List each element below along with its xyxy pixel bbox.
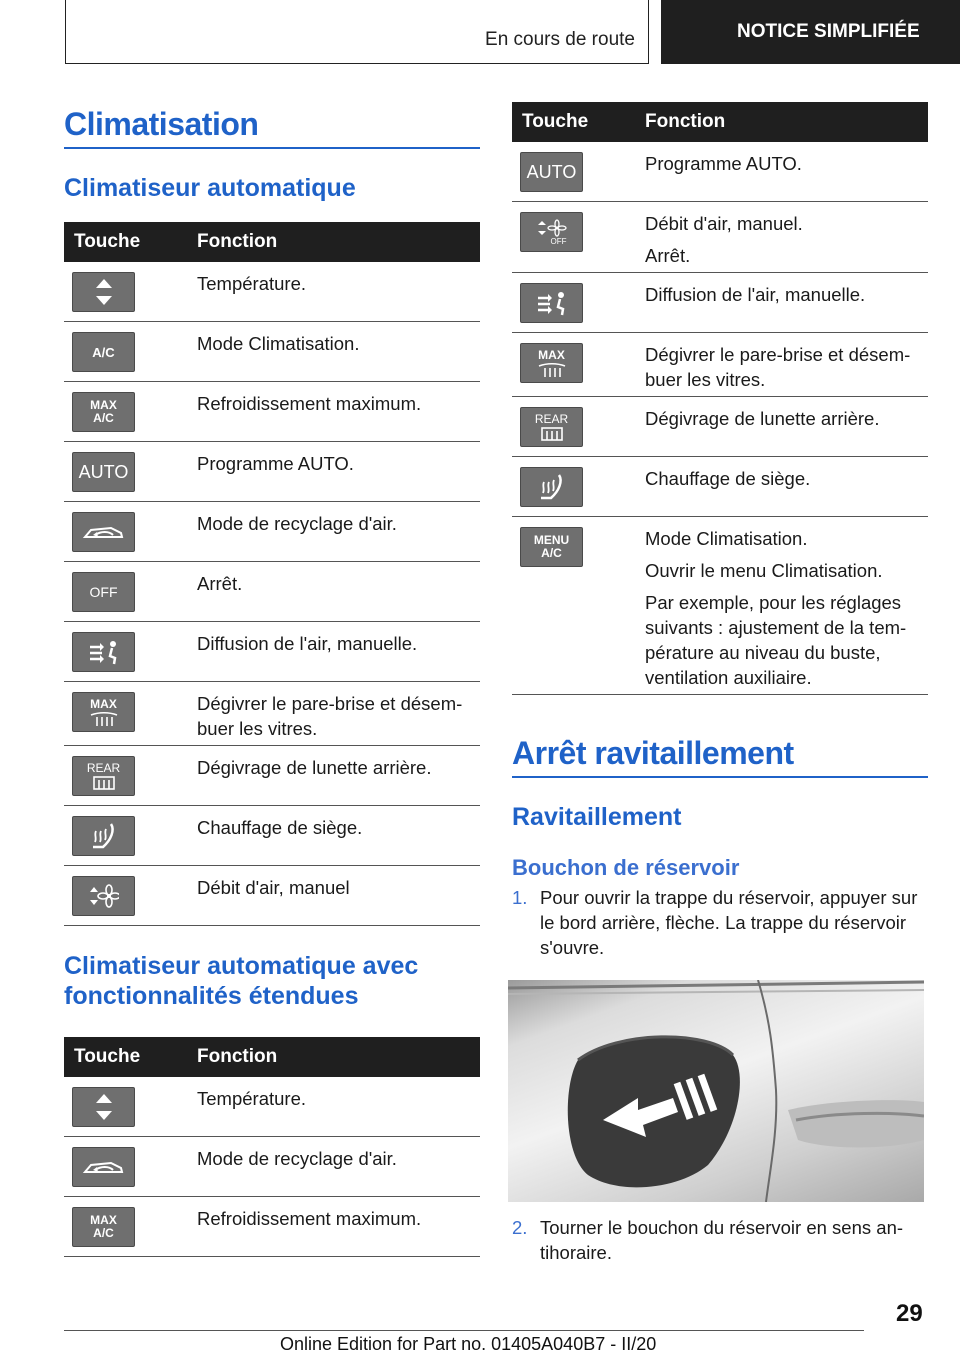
off-icon: OFF [72,572,135,612]
table-row [64,746,480,806]
auto-icon: AUTO [520,152,583,192]
table-row [512,273,928,333]
fuel-flap-photo [508,980,924,1202]
table-row [512,202,928,273]
col-header-function: Fonction [197,231,278,252]
header-badge [661,0,960,64]
row-function: Température. [197,1088,306,1109]
ac-icon: A/C [72,332,135,372]
col-header-function: Fonction [645,111,726,132]
header-section-box [65,0,649,64]
row-function: Programme AUTO. [645,153,802,174]
table-row [64,1137,480,1197]
rear-defrost-icon: REAR [520,407,583,447]
table-row [64,806,480,866]
header-badge-label: NOTICE SIMPLIFIÉE [737,21,920,42]
air-distribution-icon [520,283,583,323]
table-auto-ac [64,222,480,926]
table-extended-ac [64,1037,480,1257]
row-function: Refroidissement maximum. [197,393,422,414]
row-function: Dégivrage de lunette arrière. [645,408,880,429]
section-title-auto-ac: Climatiseur automatique [64,174,356,202]
table-row [512,142,928,202]
table-header [512,102,928,142]
page-title: Climatisation [64,106,259,142]
row-function: Diffusion de l'air, manuelle. [197,633,418,654]
table-row [512,457,928,517]
table-row [64,562,480,622]
fan-icon [72,876,135,916]
menu-ac-icon: MENU A/C [520,527,583,567]
auto-icon: AUTO [72,452,135,492]
footer-edition: Online Edition for Part no. 01405A040B7 - II/20 [280,1334,657,1354]
air-distribution-icon [72,632,135,672]
table-row [64,382,480,442]
list-item: 1. Pour ouvrir la trappe du réservoir, appuyer sur le bord arrière, flèche. La trappe du réservoir s'ouvre. [512,887,918,958]
row-function: Débit d'air, manuel [197,877,350,898]
col-header-key: Touche [522,111,589,132]
section-title-refuel-stop: Arrêt ravitaillement [512,735,794,771]
table-header [64,222,480,262]
row-function: Dégivrage de lunette arrière. [197,757,432,778]
row-function: Refroidissement maximum. [197,1208,422,1229]
max-defrost-icon: MAX [72,692,135,732]
table-header [64,1037,480,1077]
row-function: Chauffage de siège. [197,817,363,838]
row-function: Mode de recyclage d'air. [197,513,397,534]
left-column [64,102,480,1257]
recirculation-icon [72,1147,135,1187]
seat-heating-icon [520,467,583,507]
table-row [64,682,480,746]
table-row [512,517,928,695]
right-column [512,102,928,1265]
page-number: 29 [896,1300,923,1327]
max-ac-icon: MAX A/C [72,1207,135,1247]
col-header-key: Touche [74,231,141,252]
row-function: Mode Climatisation. [197,333,360,354]
max-defrost-icon: MAX [520,343,583,383]
list-item: 2. Tourner le bouchon du réservoir en sens an-tihoraire. [512,1217,904,1263]
table-row [64,1077,480,1137]
row-function: Diffusion de l'air, manuelle. [645,284,866,305]
table-row [64,622,480,682]
row-function: Arrêt. [197,573,243,594]
table-row [64,322,480,382]
col-header-function: Fonction [197,1046,278,1067]
row-function: Mode de recyclage d'air. [197,1148,397,1169]
row-function: Débit d'air, manuel. Arrêt. [645,213,803,266]
header-section-title: En cours de route [485,29,635,50]
table-row [64,1197,480,1257]
table-row [64,866,480,926]
row-function: Dégivrer le pare-brise et désem-buer les vitres. [645,344,911,390]
row-function: Mode Climatisation. Ouvrir le menu Climatisation. Par exemple, pour les réglages suivants : ajustement de la tem-pérature au niveau du buste, ventilation auxiliaire. [645,528,907,688]
max-ac-icon: MAX A/C [72,392,135,432]
section-title-fuel-cap: Bouchon de réservoir [512,855,740,880]
table-row [64,442,480,502]
table-row [512,397,928,457]
temperature-arrows-icon [72,1087,135,1127]
fan-off-icon: OFF [520,212,583,252]
temperature-arrows-icon [72,272,135,312]
table-row [64,502,480,562]
table-row [512,333,928,397]
table-extended-ac-continued [512,102,928,695]
seat-heating-icon [72,816,135,856]
row-function: Programme AUTO. [197,453,354,474]
row-function: Chauffage de siège. [645,468,811,489]
col-header-key: Touche [74,1046,141,1067]
rear-defrost-icon: REAR [72,756,135,796]
recirculation-icon [72,512,135,552]
title-rule [64,147,480,149]
row-function: Dégivrer le pare-brise et désem-buer les vitres. [197,693,463,739]
row-function: Température. [197,273,306,294]
footer-rule [64,1330,864,1331]
section-title-refueling: Ravitaillement [512,803,682,831]
table-row [64,262,480,322]
title-rule [512,776,928,778]
section-title-extended-ac: Climatiseur automatique avec fonctionnalités étendues [64,952,419,1010]
